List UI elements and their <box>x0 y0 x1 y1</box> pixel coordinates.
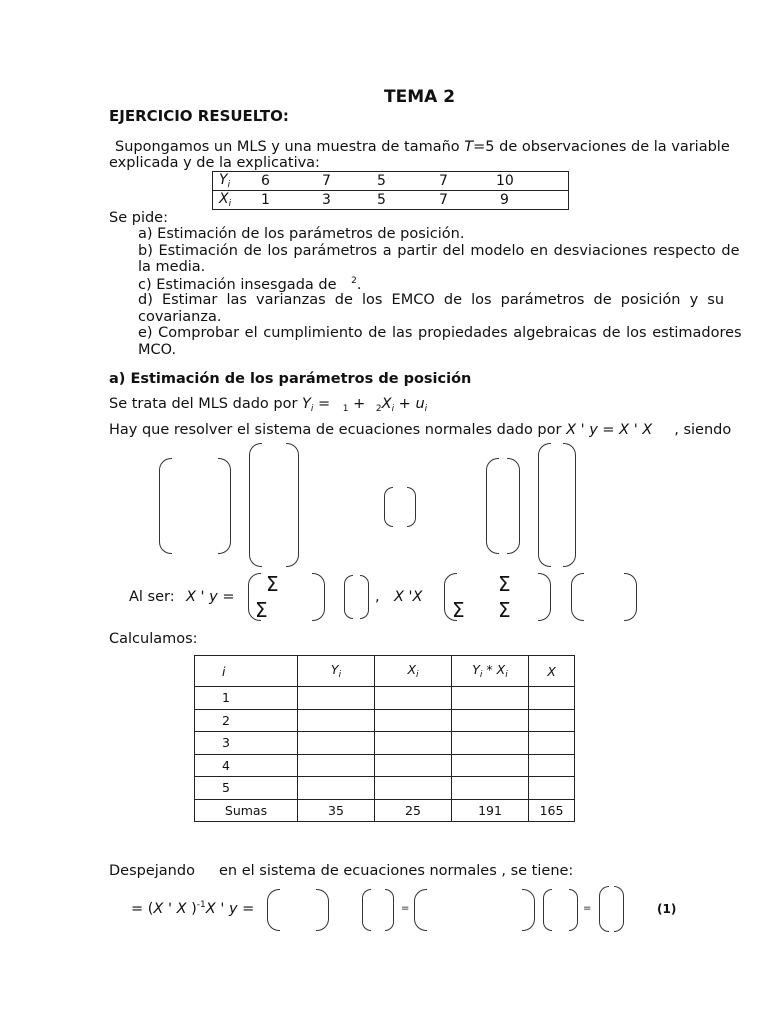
bracket-left <box>362 889 371 931</box>
header-yixi: $Y_i * X_i$ <box>452 656 529 687</box>
bracket-right <box>385 889 394 931</box>
despejando-1: Despejando <box>109 863 195 879</box>
bracket-right <box>569 889 578 931</box>
task-b: b) Estimación de los parámetros a partir del modelo en desviaciones respecto de <box>138 243 740 259</box>
row-index: 4 <box>195 754 298 777</box>
bracket-right <box>360 575 369 619</box>
xx-label: X 'X <box>394 589 423 605</box>
despejando-2: en el sistema de ecuaciones normales , se tiene: <box>219 863 574 879</box>
intro-line-2: explicada y de la explicativa: <box>109 155 320 171</box>
bracket-right <box>563 443 576 567</box>
normal-equations-line: Hay que resolver el sistema de ecuaciones normales dado por X ' y = X ' X , siendo <box>109 422 732 438</box>
sigma-symbol: Σ <box>498 572 511 596</box>
bracket-right <box>624 573 637 621</box>
mls-line: Se trata del MLS dado por $Y_i = _1 + _2X_i + u_i$ <box>109 396 428 414</box>
x-value: 5 <box>377 191 439 210</box>
task-e: e) Comprobar el cumplimiento de las propiedades algebraicas de los estimadores <box>138 325 742 341</box>
sum-xi: 25 <box>375 799 452 822</box>
intro-line-1: Supongamos un MLS y una muestra de tamaño T=5 de observaciones de la variable <box>115 139 730 155</box>
section-a-heading: a) Estimación de los parámetros de posición <box>109 371 472 387</box>
sum-x2: 165 <box>529 799 575 822</box>
table-row <box>195 687 575 710</box>
row-index: 2 <box>195 709 298 732</box>
bracket-right <box>614 886 624 932</box>
page-title: TEMA 2 <box>384 87 456 107</box>
sigma-symbol: Σ <box>452 598 465 622</box>
table-row <box>195 754 575 777</box>
sum-yixi: 191 <box>452 799 529 822</box>
sums-label: Sumas <box>195 799 298 822</box>
header-i: i <box>195 656 298 687</box>
bracket-left <box>384 487 393 527</box>
equation-number: (1) <box>657 902 677 916</box>
task-a: a) Estimación de los parámetros de posición. <box>138 226 465 242</box>
bracket-left <box>543 889 552 931</box>
y-value: 6 <box>261 172 322 191</box>
bracket-left <box>414 889 427 931</box>
header-x: X <box>529 656 575 687</box>
y-value: 10 <box>496 172 569 191</box>
sums-row <box>195 799 575 822</box>
table-row <box>213 191 569 210</box>
bracket-right <box>407 487 416 527</box>
formula: = (X ' X )$^{-1}$X ' y = <box>131 900 255 917</box>
header-xi: $X_i$ <box>375 656 452 687</box>
table-row <box>195 709 575 732</box>
bracket-left <box>344 575 353 619</box>
al-ser-label: Al ser: <box>129 589 175 605</box>
bracket-left <box>486 458 499 554</box>
row-index: 3 <box>195 732 298 755</box>
bracket-right <box>218 458 231 554</box>
x-label: $X_i$ <box>213 191 262 210</box>
xy-label: X ' y = <box>186 589 235 605</box>
bracket-left <box>267 889 280 931</box>
table-row <box>195 777 575 800</box>
row-index: 1 <box>195 687 298 710</box>
x-value: 1 <box>261 191 322 210</box>
y-value: 7 <box>322 172 377 191</box>
x-value: 9 <box>496 191 569 210</box>
bracket-right <box>286 443 299 567</box>
sum-yi: 35 <box>298 799 375 822</box>
task-e-cont: MCO. <box>138 342 177 358</box>
sigma-symbol: Σ <box>266 572 279 596</box>
x-value: 7 <box>439 191 496 210</box>
task-d-cont: covarianza. <box>138 309 222 325</box>
equals-sign: = <box>401 903 410 914</box>
bracket-right <box>316 889 329 931</box>
calculation-table <box>194 655 575 822</box>
equals-sign: = <box>583 903 592 914</box>
task-b-cont: la media. <box>138 259 206 275</box>
table-row <box>195 732 575 755</box>
task-c: c) Estimación insesgada de $^2$. <box>138 276 362 293</box>
comma: , <box>375 589 380 605</box>
row-index: 5 <box>195 777 298 800</box>
sigma-symbol: Σ <box>255 598 268 622</box>
bracket-left <box>538 443 551 567</box>
y-value: 7 <box>439 172 496 191</box>
bracket-left <box>599 886 609 932</box>
header-yi: $Y_i$ <box>298 656 375 687</box>
table-header-row <box>195 656 575 687</box>
observation-table <box>212 171 569 210</box>
bracket-left <box>249 443 262 567</box>
bracket-right <box>522 889 535 931</box>
task-d: d) Estimar las varianzas de los EMCO de los parámetros de posición y su <box>138 292 725 308</box>
se-pide: Se pide: <box>109 210 168 226</box>
sigma-symbol: Σ <box>498 598 511 622</box>
x-value: 3 <box>322 191 377 210</box>
subheading: EJERCICIO RESUELTO: <box>109 107 289 125</box>
bracket-left <box>571 573 584 621</box>
bracket-left <box>159 458 172 554</box>
table-row <box>213 172 569 191</box>
bracket-right <box>312 573 325 621</box>
y-value: 5 <box>377 172 439 191</box>
y-label: $Y_i$ <box>213 172 262 191</box>
bracket-right <box>538 573 551 621</box>
bracket-right <box>507 458 520 554</box>
calculamos-label: Calculamos: <box>109 631 198 647</box>
